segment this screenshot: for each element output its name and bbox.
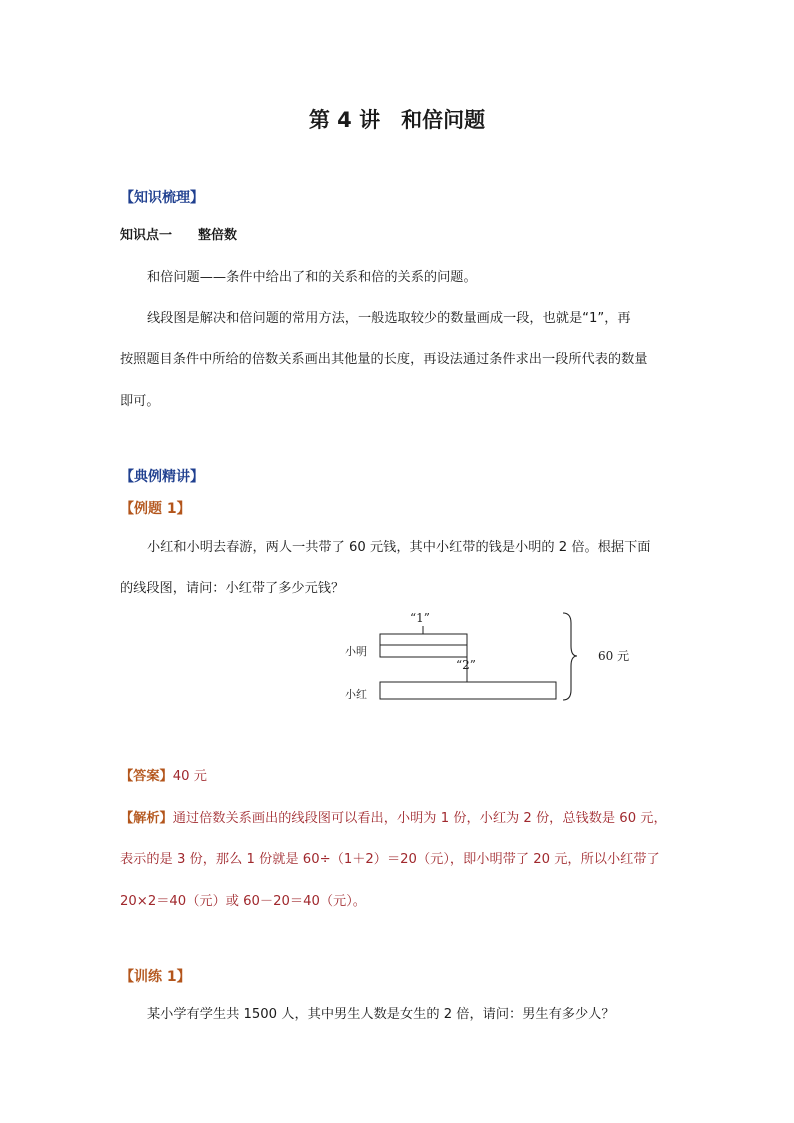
analysis-label: 【解析】 (120, 811, 173, 826)
section-heading-examples: 【典例精讲】 (120, 469, 204, 485)
example-problem-line2: 的线段图，请问：小红带了多少元钱？ (120, 581, 345, 596)
definition-paragraph: 和倍问题——条件中给出了和的关系和倍的关系的问题。 (147, 270, 477, 285)
label-xiaohong: 小红 (345, 688, 367, 701)
training-problem: 某小学有学生共 1500 人，其中男生人数是女生的 2 倍，请问：男生有多少人？ (147, 1007, 615, 1022)
mark-one: “1” (410, 611, 430, 625)
training-label: 【训练 1】 (120, 969, 191, 985)
brace-one (380, 634, 467, 645)
analysis-line1 (120, 807, 667, 826)
segment-xiaohong (380, 682, 556, 699)
example-label: 【例题 1】 (120, 501, 191, 517)
line-segment-diagram (0, 600, 794, 710)
answer-line (120, 765, 207, 784)
analysis-line2: 表示的是 3 份，那么 1 份就是 60÷（1＋2）＝20（元），即小明带了 20 元，所以小红带了 (120, 852, 660, 867)
method-paragraph-line1: 线段图是解决和倍问题的常用方法，一般选取较少的数量画成一段，也就是“1”，再 (147, 311, 631, 326)
answer-label: 【答案】 (120, 769, 173, 784)
total-brace (563, 613, 577, 700)
mark-two: “2” (456, 658, 476, 672)
analysis-text-1: 通过倍数关系画出的线段图可以看出，小明为 1 份，小红为 2 份，总钱数是 60 元， (172, 811, 667, 826)
answer-value: 40 元 (172, 769, 207, 784)
method-paragraph-line3: 即可。 (120, 394, 160, 409)
section-heading-knowledge: 【知识梳理】 (120, 190, 204, 206)
knowledge-point-title: 知识点一 整倍数 (120, 228, 238, 243)
analysis-line3: 20×2＝40（元）或 60－20＝40（元）。 (120, 894, 366, 909)
segment-xiaoming (380, 645, 467, 657)
total-label: 60 元 (598, 649, 630, 663)
label-xiaoming: 小明 (345, 645, 367, 658)
page-title: 第 4 讲 和倍问题 (308, 108, 486, 132)
example-problem-line1: 小红和小明去春游，两人一共带了 60 元钱，其中小红带的钱是小明的 2 倍。根据下面 (147, 540, 651, 555)
method-paragraph-line2: 按照题目条件中所给的倍数关系画出其他量的长度，再设法通过条件求出一段所代表的数量 (120, 352, 648, 367)
